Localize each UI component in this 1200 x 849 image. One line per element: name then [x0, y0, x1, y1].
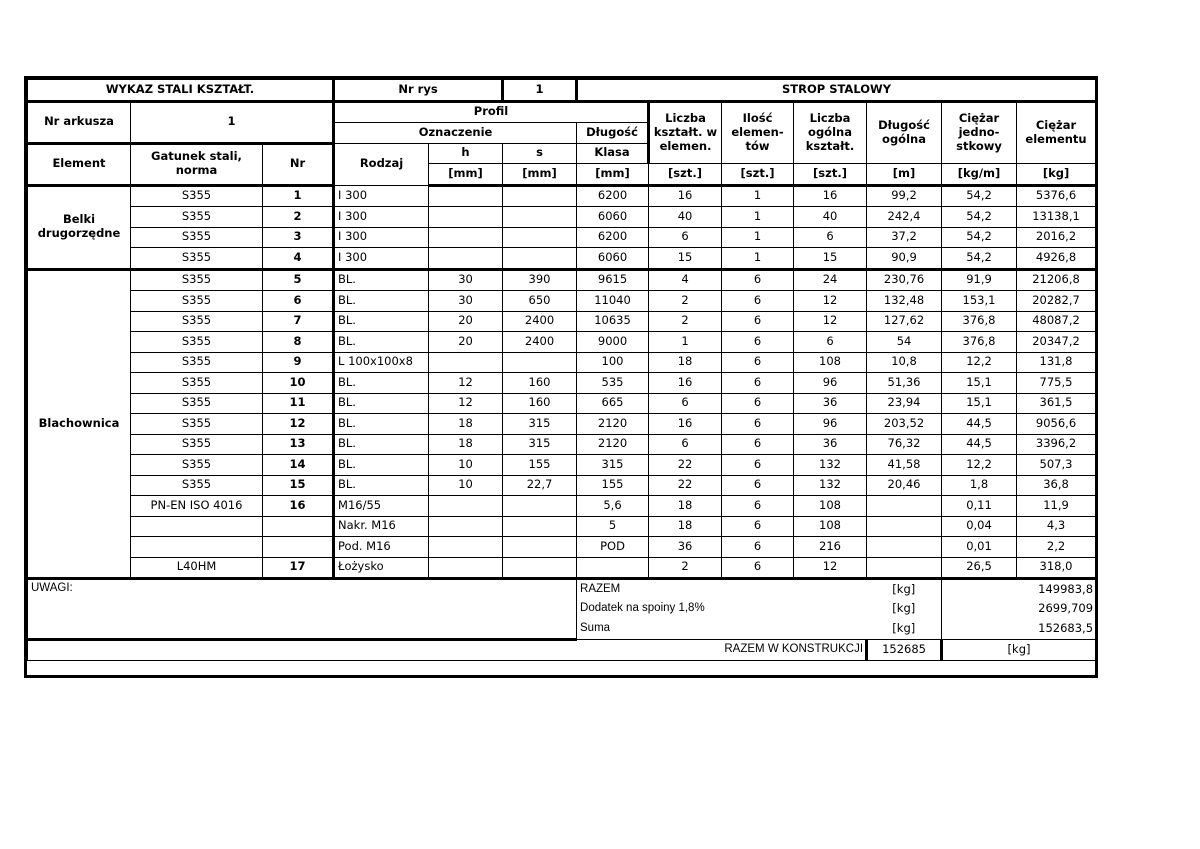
- cell-qty-per-el: 16: [649, 185, 722, 207]
- cell-h: 18: [429, 414, 503, 435]
- cell-qty-per-el: 18: [649, 496, 722, 517]
- unit-cell: [mm]: [503, 164, 577, 186]
- list-title: WYKAZ STALI KSZTAŁT.: [28, 80, 334, 102]
- cell-nr: 1: [263, 185, 334, 207]
- cell-length: 5,6: [577, 496, 649, 517]
- cell-unit-weight: 44,5: [942, 434, 1017, 455]
- table-row: [28, 207, 1096, 228]
- summary-row: [28, 579, 1096, 600]
- cell-total-length: 242,4: [867, 207, 942, 228]
- cell-rodzaj: BL.: [334, 332, 429, 353]
- cell-nr: 10: [263, 373, 334, 394]
- cell-qty-per-el: 2: [649, 311, 722, 332]
- cell-nr: 13: [263, 434, 334, 455]
- cell-total-qty: 108: [794, 352, 867, 373]
- cell-qty-per-el: 40: [649, 207, 722, 228]
- unit-cell: [kg]: [1017, 164, 1096, 186]
- cell-rodzaj: I 300: [334, 185, 429, 207]
- cell-el-count: 6: [722, 475, 794, 496]
- cell-total-qty: 6: [794, 227, 867, 248]
- cell-nr: [263, 516, 334, 537]
- cell-qty-per-el: 36: [649, 537, 722, 558]
- cell-grade: S355: [131, 248, 263, 270]
- cell-length: 100: [577, 352, 649, 373]
- cell-h: [429, 516, 503, 537]
- cell-rodzaj: M16/55: [334, 496, 429, 517]
- table-row: [28, 557, 1096, 579]
- cell-s: 160: [503, 393, 577, 414]
- element-header: Element: [28, 143, 131, 185]
- cell-length: 2120: [577, 414, 649, 435]
- cell-h: 30: [429, 269, 503, 291]
- cell-total-qty: 12: [794, 291, 867, 312]
- cell-total-qty: 16: [794, 185, 867, 207]
- cell-total-qty: 12: [794, 557, 867, 579]
- dlugosc-header: Długość: [577, 123, 649, 144]
- col-ciezar-jedn: Ciężar jedno- stkowy: [942, 101, 1017, 164]
- cell-unit-weight: 15,1: [942, 373, 1017, 394]
- cell-el-count: 6: [722, 496, 794, 517]
- cell-el-count: 6: [722, 291, 794, 312]
- cell-total-length: 230,76: [867, 269, 942, 291]
- cell-length: 5: [577, 516, 649, 537]
- s-header: s: [503, 143, 577, 164]
- cell-el-weight: 507,3: [1017, 455, 1096, 476]
- cell-rodzaj: Łożysko: [334, 557, 429, 579]
- summary-unit: [kg]: [867, 579, 942, 600]
- cell-length: POD: [577, 537, 649, 558]
- cell-el-count: 6: [722, 269, 794, 291]
- table-row: [28, 516, 1096, 537]
- cell-total-length: [867, 496, 942, 517]
- cell-total-length: 203,52: [867, 414, 942, 435]
- cell-total-qty: 132: [794, 455, 867, 476]
- cell-el-count: 1: [722, 185, 794, 207]
- cell-rodzaj: BL.: [334, 291, 429, 312]
- cell-s: [503, 537, 577, 558]
- group-label: Blachownica: [28, 269, 131, 579]
- cell-total-length: [867, 537, 942, 558]
- cell-el-weight: 5376,6: [1017, 185, 1096, 207]
- cell-unit-weight: 376,8: [942, 332, 1017, 353]
- col-ilosc: Ilość elemen- tów: [722, 101, 794, 164]
- col-liczba-ogolna: Liczba ogólna kształt.: [794, 101, 867, 164]
- cell-el-weight: 3396,2: [1017, 434, 1096, 455]
- cell-h: 20: [429, 311, 503, 332]
- cell-el-weight: 2016,2: [1017, 227, 1096, 248]
- cell-s: [503, 352, 577, 373]
- cell-total-length: 20,46: [867, 475, 942, 496]
- gatunek-header: Gatunek stali, norma: [131, 143, 263, 185]
- cell-grade: S355: [131, 207, 263, 228]
- cell-s: 2400: [503, 311, 577, 332]
- cell-h: [429, 557, 503, 579]
- cell-grade: S355: [131, 352, 263, 373]
- cell-grade: [131, 537, 263, 558]
- col-dlugosc-ogolna: Długość ogólna: [867, 101, 942, 164]
- cell-grade: L40HM: [131, 557, 263, 579]
- cell-total-qty: 40: [794, 207, 867, 228]
- cell-rodzaj: BL.: [334, 311, 429, 332]
- cell-h: 10: [429, 455, 503, 476]
- cell-nr: [263, 537, 334, 558]
- cell-rodzaj: BL.: [334, 373, 429, 394]
- cell-s: 390: [503, 269, 577, 291]
- cell-total-length: 10,8: [867, 352, 942, 373]
- cell-length: [577, 557, 649, 579]
- cell-rodzaj: BL.: [334, 393, 429, 414]
- cell-s: [503, 227, 577, 248]
- cell-rodzaj: I 300: [334, 248, 429, 270]
- cell-rodzaj: BL.: [334, 475, 429, 496]
- cell-h: [429, 352, 503, 373]
- cell-total-qty: 36: [794, 434, 867, 455]
- cell-length: 155: [577, 475, 649, 496]
- cell-h: [429, 537, 503, 558]
- cell-unit-weight: 15,1: [942, 393, 1017, 414]
- cell-h: [429, 185, 503, 207]
- cell-grade: S355: [131, 414, 263, 435]
- unit-cell: [kg/m]: [942, 164, 1017, 186]
- cell-el-count: 6: [722, 352, 794, 373]
- cell-unit-weight: 153,1: [942, 291, 1017, 312]
- cell-el-count: 6: [722, 455, 794, 476]
- cell-grade: S355: [131, 291, 263, 312]
- cell-grade: S355: [131, 269, 263, 291]
- cell-el-weight: 20347,2: [1017, 332, 1096, 353]
- cell-length: 6060: [577, 207, 649, 228]
- cell-qty-per-el: 15: [649, 248, 722, 270]
- cell-nr: 3: [263, 227, 334, 248]
- table-row: [28, 414, 1096, 435]
- unit-cell: [m]: [867, 164, 942, 186]
- cell-el-weight: 13138,1: [1017, 207, 1096, 228]
- table-row: [28, 291, 1096, 312]
- cell-el-weight: 4,3: [1017, 516, 1096, 537]
- table-row: [28, 393, 1096, 414]
- cell-el-count: 6: [722, 373, 794, 394]
- cell-el-weight: 20282,7: [1017, 291, 1096, 312]
- cell-h: 18: [429, 434, 503, 455]
- cell-grade: S355: [131, 332, 263, 353]
- cell-rodzaj: I 300: [334, 207, 429, 228]
- cell-s: 22,7: [503, 475, 577, 496]
- cell-length: 2120: [577, 434, 649, 455]
- cell-grade: S355: [131, 393, 263, 414]
- cell-total-qty: 24: [794, 269, 867, 291]
- cell-total-qty: 108: [794, 496, 867, 517]
- cell-length: 10635: [577, 311, 649, 332]
- cell-total-qty: 36: [794, 393, 867, 414]
- structure-name: STROP STALOWY: [577, 80, 1096, 102]
- sheet-no: 1: [131, 101, 334, 143]
- table-row: [28, 352, 1096, 373]
- table-row: [28, 496, 1096, 517]
- cell-nr: 17: [263, 557, 334, 579]
- cell-el-weight: 11,9: [1017, 496, 1096, 517]
- cell-length: 6200: [577, 185, 649, 207]
- cell-unit-weight: 0,11: [942, 496, 1017, 517]
- cell-h: 12: [429, 393, 503, 414]
- drawing-no: 1: [503, 80, 577, 102]
- cell-length: 9000: [577, 332, 649, 353]
- cell-qty-per-el: 22: [649, 475, 722, 496]
- cell-h: 30: [429, 291, 503, 312]
- cell-nr: 14: [263, 455, 334, 476]
- cell-unit-weight: 54,2: [942, 185, 1017, 207]
- summary-value: 149983,8: [942, 579, 1096, 600]
- cell-unit-weight: 26,5: [942, 557, 1017, 579]
- cell-unit-weight: 54,2: [942, 207, 1017, 228]
- cell-total-length: 132,48: [867, 291, 942, 312]
- unit-cell: [mm]: [577, 164, 649, 186]
- cell-qty-per-el: 6: [649, 227, 722, 248]
- cell-el-count: 1: [722, 207, 794, 228]
- cell-unit-weight: 12,2: [942, 352, 1017, 373]
- cell-unit-weight: 0,04: [942, 516, 1017, 537]
- cell-unit-weight: 44,5: [942, 414, 1017, 435]
- col-ciezar-el: Ciężar elementu: [1017, 101, 1096, 164]
- cell-qty-per-el: 4: [649, 269, 722, 291]
- cell-unit-weight: 54,2: [942, 248, 1017, 270]
- cell-total-length: [867, 557, 942, 579]
- cell-nr: 2: [263, 207, 334, 228]
- cell-el-weight: 361,5: [1017, 393, 1096, 414]
- table-row: [28, 373, 1096, 394]
- cell-total-length: 127,62: [867, 311, 942, 332]
- cell-el-weight: 2,2: [1017, 537, 1096, 558]
- cell-s: 315: [503, 414, 577, 435]
- unit-cell: [szt.]: [794, 164, 867, 186]
- cell-total-length: [867, 516, 942, 537]
- cell-grade: S355: [131, 185, 263, 207]
- cell-qty-per-el: 22: [649, 455, 722, 476]
- remarks-label: UWAGI:: [28, 579, 577, 640]
- cell-unit-weight: 1,8: [942, 475, 1017, 496]
- summary-value: 152683,5: [942, 619, 1096, 639]
- cell-rodzaj: BL.: [334, 455, 429, 476]
- drawing-no-label: Nr rys: [334, 80, 503, 102]
- cell-el-count: 6: [722, 393, 794, 414]
- klasa-header: Klasa: [577, 143, 649, 164]
- table-row: [28, 537, 1096, 558]
- cell-qty-per-el: 6: [649, 434, 722, 455]
- cell-nr: 16: [263, 496, 334, 517]
- cell-grade: S355: [131, 373, 263, 394]
- cell-qty-per-el: 16: [649, 414, 722, 435]
- cell-s: [503, 496, 577, 517]
- cell-el-weight: 775,5: [1017, 373, 1096, 394]
- unit-cell: [szt.]: [649, 164, 722, 186]
- unit-cell: [szt.]: [722, 164, 794, 186]
- cell-length: 11040: [577, 291, 649, 312]
- cell-rodzaj: I 300: [334, 227, 429, 248]
- rodzaj-header: Rodzaj: [334, 143, 429, 185]
- cell-el-count: 6: [722, 414, 794, 435]
- cell-nr: 8: [263, 332, 334, 353]
- cell-total-qty: 108: [794, 516, 867, 537]
- cell-s: 160: [503, 373, 577, 394]
- cell-el-weight: 48087,2: [1017, 311, 1096, 332]
- h-header: h: [429, 143, 503, 164]
- cell-total-length: 41,58: [867, 455, 942, 476]
- cell-el-count: 6: [722, 516, 794, 537]
- construction-total-value: 152685: [867, 639, 942, 661]
- cell-el-weight: 131,8: [1017, 352, 1096, 373]
- cell-s: [503, 557, 577, 579]
- cell-h: [429, 248, 503, 270]
- cell-total-qty: 15: [794, 248, 867, 270]
- cell-s: 315: [503, 434, 577, 455]
- cell-total-qty: 132: [794, 475, 867, 496]
- cell-rodzaj: BL.: [334, 434, 429, 455]
- cell-rodzaj: BL.: [334, 269, 429, 291]
- cell-el-count: 1: [722, 248, 794, 270]
- steel-list-sheet: [24, 76, 1098, 678]
- cell-nr: 15: [263, 475, 334, 496]
- cell-h: [429, 207, 503, 228]
- cell-nr: 6: [263, 291, 334, 312]
- cell-rodzaj: L 100x100x8: [334, 352, 429, 373]
- cell-el-count: 6: [722, 434, 794, 455]
- cell-total-qty: 12: [794, 311, 867, 332]
- title-row: [28, 80, 1096, 102]
- cell-grade: S355: [131, 475, 263, 496]
- cell-rodzaj: Nakr. M16: [334, 516, 429, 537]
- cell-length: 315: [577, 455, 649, 476]
- construction-total-unit: [kg]: [942, 639, 1096, 661]
- cell-s: [503, 185, 577, 207]
- cell-grade: S355: [131, 455, 263, 476]
- cell-nr: 7: [263, 311, 334, 332]
- cell-el-weight: 9056,6: [1017, 414, 1096, 435]
- cell-el-count: 6: [722, 332, 794, 353]
- cell-qty-per-el: 6: [649, 393, 722, 414]
- cell-el-weight: 4926,8: [1017, 248, 1096, 270]
- header-row-2: [28, 101, 1096, 123]
- cell-nr: 11: [263, 393, 334, 414]
- cell-h: [429, 496, 503, 517]
- table-row: [28, 332, 1096, 353]
- cell-nr: 4: [263, 248, 334, 270]
- cell-h: 20: [429, 332, 503, 353]
- table-row: [28, 227, 1096, 248]
- sheet-no-label: Nr arkusza: [28, 101, 131, 143]
- nr-header: Nr: [263, 143, 334, 185]
- cell-s: 2400: [503, 332, 577, 353]
- table-row: [28, 185, 1096, 207]
- table-row: [28, 475, 1096, 496]
- table-row: [28, 269, 1096, 291]
- cell-total-length: 54: [867, 332, 942, 353]
- cell-total-length: 51,36: [867, 373, 942, 394]
- cell-nr: 5: [263, 269, 334, 291]
- cell-qty-per-el: 18: [649, 516, 722, 537]
- table-row: [28, 311, 1096, 332]
- total-row: [28, 639, 1096, 661]
- cell-s: [503, 516, 577, 537]
- cell-grade: S355: [131, 311, 263, 332]
- cell-qty-per-el: 2: [649, 557, 722, 579]
- cell-total-qty: 96: [794, 414, 867, 435]
- group-label: Belki drugorzędne: [28, 185, 131, 269]
- cell-qty-per-el: 18: [649, 352, 722, 373]
- cell-qty-per-el: 16: [649, 373, 722, 394]
- cell-el-count: 6: [722, 557, 794, 579]
- table-row: [28, 248, 1096, 270]
- cell-qty-per-el: 1: [649, 332, 722, 353]
- cell-total-length: 90,9: [867, 248, 942, 270]
- cell-el-count: 6: [722, 311, 794, 332]
- cell-s: 155: [503, 455, 577, 476]
- cell-total-qty: 6: [794, 332, 867, 353]
- summary-unit: [kg]: [867, 600, 942, 620]
- cell-total-qty: 216: [794, 537, 867, 558]
- oznaczenie-header: Oznaczenie: [334, 123, 577, 144]
- profil-header: Profil: [334, 101, 649, 123]
- cell-el-weight: 36,8: [1017, 475, 1096, 496]
- cell-length: 6060: [577, 248, 649, 270]
- cell-unit-weight: 12,2: [942, 455, 1017, 476]
- summary-label: Dodatek na spoiny 1,8%: [577, 600, 867, 620]
- summary-value: 2699,709: [942, 600, 1096, 620]
- table-row: [28, 455, 1096, 476]
- cell-h: 12: [429, 373, 503, 394]
- cell-s: 650: [503, 291, 577, 312]
- cell-nr: 9: [263, 352, 334, 373]
- construction-total-label: RAZEM W KONSTRUKCJI: [28, 639, 867, 661]
- cell-s: [503, 248, 577, 270]
- cell-total-length: 76,32: [867, 434, 942, 455]
- unit-cell: [mm]: [429, 164, 503, 186]
- cell-rodzaj: Pod. M16: [334, 537, 429, 558]
- cell-total-qty: 96: [794, 373, 867, 394]
- table-row: [28, 434, 1096, 455]
- cell-qty-per-el: 2: [649, 291, 722, 312]
- cell-total-length: 37,2: [867, 227, 942, 248]
- cell-el-weight: 318,0: [1017, 557, 1096, 579]
- cell-unit-weight: 54,2: [942, 227, 1017, 248]
- cell-grade: [131, 516, 263, 537]
- cell-grade: S355: [131, 434, 263, 455]
- cell-s: [503, 207, 577, 228]
- cell-total-length: 23,94: [867, 393, 942, 414]
- cell-el-count: 1: [722, 227, 794, 248]
- cell-unit-weight: 91,9: [942, 269, 1017, 291]
- cell-grade: S355: [131, 227, 263, 248]
- cell-length: 6200: [577, 227, 649, 248]
- col-liczba-ksztalt: Liczba kształt. w elemen.: [649, 101, 722, 164]
- summary-unit: [kg]: [867, 619, 942, 639]
- cell-grade: PN-EN ISO 4016: [131, 496, 263, 517]
- summary-label: RAZEM: [577, 579, 867, 600]
- cell-length: 9615: [577, 269, 649, 291]
- cell-total-length: 99,2: [867, 185, 942, 207]
- cell-rodzaj: BL.: [334, 414, 429, 435]
- cell-h: 10: [429, 475, 503, 496]
- cell-unit-weight: 376,8: [942, 311, 1017, 332]
- cell-el-weight: 21206,8: [1017, 269, 1096, 291]
- cell-el-count: 6: [722, 537, 794, 558]
- cell-unit-weight: 0,01: [942, 537, 1017, 558]
- cell-h: [429, 227, 503, 248]
- cell-nr: 12: [263, 414, 334, 435]
- summary-label: Suma: [577, 619, 867, 639]
- cell-length: 535: [577, 373, 649, 394]
- steel-list-table: [27, 79, 1096, 661]
- cell-length: 665: [577, 393, 649, 414]
